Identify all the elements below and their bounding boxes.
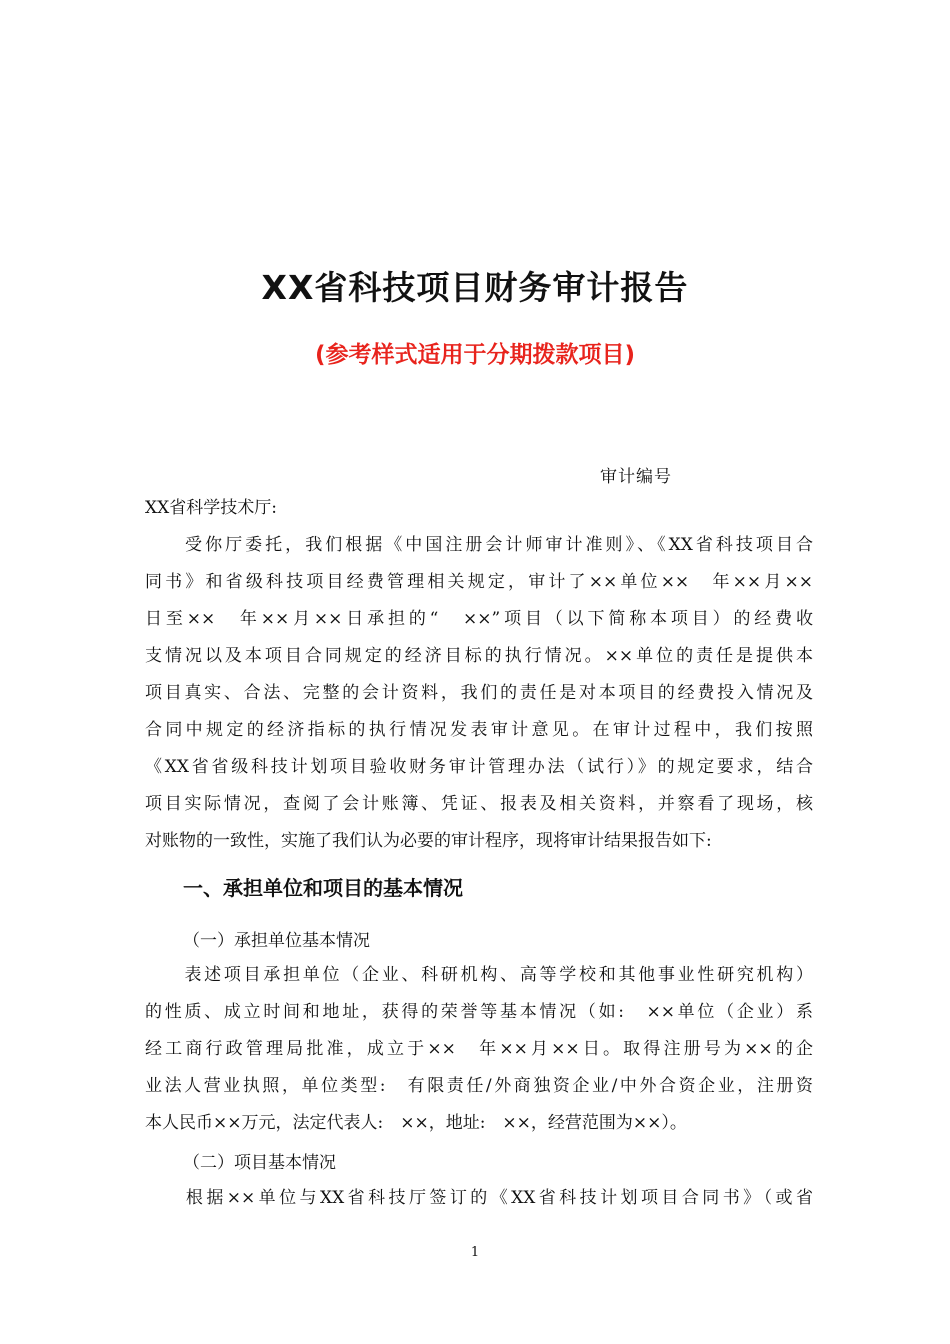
intro-paragraph bbox=[145, 527, 813, 860]
text-line: 日至×× 年××月××日承担的“ ××”项目（以下简称本项目）的经费收 bbox=[145, 609, 813, 629]
text-line: 根据××单位与XX省科技厅签订的《XX省科技计划项目合同书》（或省 bbox=[145, 1188, 813, 1208]
text-line: 受你厅委托，我们根据《中国注册会计师审计准则》、《XX省科技项目合 bbox=[145, 535, 813, 555]
text-line: 本人民币××万元，法定代表人: ××，地址: ××，经营范围为××）。 bbox=[145, 1113, 687, 1133]
text-line: 《XX省省级科技计划项目验收财务审计管理办法（试行）》的规定要求，结合 bbox=[145, 757, 813, 777]
report-title: XX省科技项目财务审计报告 bbox=[261, 268, 689, 307]
text-line: 项目真实、合法、完整的会计资料，我们的责任是对本项目的经费投入情况及 bbox=[145, 683, 813, 703]
subsection-heading: （一）承担单位基本情况 bbox=[183, 931, 370, 951]
text-line: 表述项目承担单位（企业、科研机构、高等学校和其他事业性研究机构） bbox=[145, 965, 813, 985]
text-line: 同书》和省级科技项目经费管理相关规定，审计了××单位×× 年××月×× bbox=[145, 572, 813, 592]
text-line: 的性质、成立时间和地址，获得的荣誉等基本情况（如: ××单位（企业）系 bbox=[145, 1002, 813, 1022]
addressee-line: XX省科学技术厅: bbox=[145, 498, 277, 518]
text-line: 合同中规定的经济指标的执行情况发表审计意见。在审计过程中，我们按照 bbox=[145, 720, 813, 740]
subsection-heading: （二）项目基本情况 bbox=[183, 1153, 336, 1173]
section-heading: 一、承担单位和项目的基本情况 bbox=[183, 876, 463, 900]
text-line: 对账物的一致性，实施了我们认为必要的审计程序，现将审计结果报告如下: bbox=[145, 831, 712, 851]
unit-paragraph bbox=[145, 957, 813, 1142]
project-paragraph bbox=[145, 1180, 813, 1217]
report-subtitle: (参考样式适用于分期拨款项目) bbox=[314, 342, 636, 368]
addressee bbox=[145, 490, 813, 527]
text-line: 业法人营业执照，单位类型: 有限责任/外商独资企业/中外合资企业，注册资 bbox=[145, 1076, 813, 1096]
text-line: 经工商行政管理局批准，成立于×× 年××月××日。取得注册号为××的企 bbox=[145, 1039, 813, 1059]
text-line: 支情况以及本项目合同规定的经济目标的执行情况。××单位的责任是提供本 bbox=[145, 646, 813, 666]
text-line: 项目实际情况，查阅了会计账簿、凭证、报表及相关资料，并察看了现场，核 bbox=[145, 794, 813, 814]
page-number: 1 bbox=[470, 1245, 480, 1260]
audit-number-label: 审计编号 bbox=[600, 467, 672, 487]
